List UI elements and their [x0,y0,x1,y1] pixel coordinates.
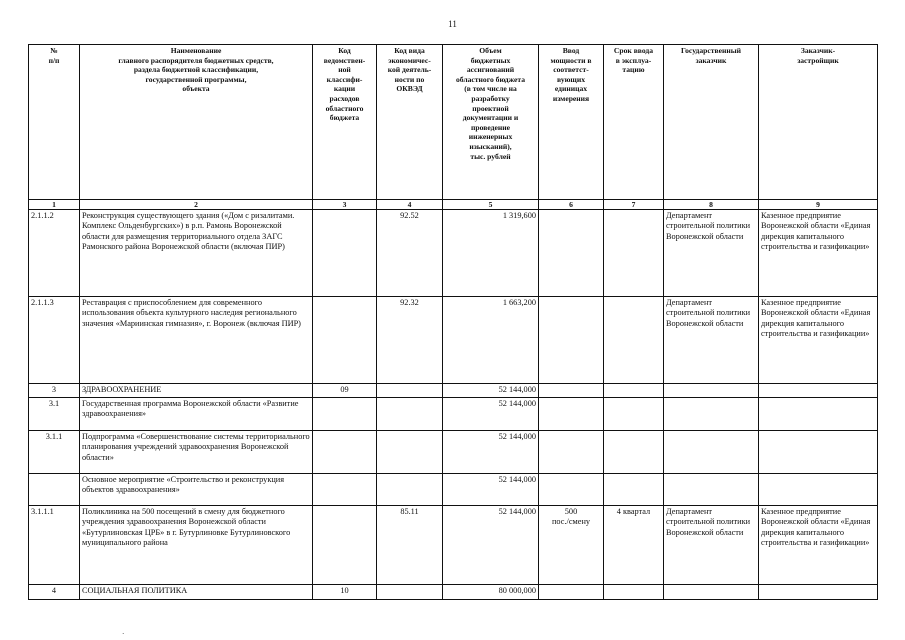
developer: Казенное предприятие Воронежской области «Единая дирекция капитального строительства и газификации» [759,506,878,585]
amount: 52 144,000 [443,431,539,474]
state-customer [664,474,759,506]
okved-code [377,474,443,506]
subprogram-name: Подпрограмма «Совершенствование системы территориального планирования учреждений здравоохранения Воронежской области» [80,431,313,474]
table-row [29,506,878,585]
object-name: Реконструкция существующего здания («Дом с ризалитами. Комплекс Ольденбургских») в р.п. Рамонь Воронежской области для размещения территориального отдела ЗАГС Рамонского района Воронежской области (включая ПИР) [80,210,313,297]
dept-code [313,398,377,431]
developer [759,431,878,474]
state-customer [664,585,759,600]
state-customer: Департамент строительной политики Воронежской области [664,210,759,297]
dept-code [313,297,377,384]
column-number: 2 [80,200,313,210]
capacity [539,431,604,474]
row-number: 3 [29,384,80,398]
row-number: 4 [29,585,80,600]
dept-code: 09 [313,384,377,398]
deadline [604,585,664,600]
header-dept-code: Код ведомствен- ной классифи- кации расходов областного бюджета [313,45,377,200]
state-customer: Департамент строительной политики Воронежской области [664,297,759,384]
deadline [604,398,664,431]
okved-code [377,585,443,600]
dept-code [313,210,377,297]
activity-name: Основное мероприятие «Строительство и реконструкция объектов здравоохранения» [80,474,313,506]
program-name: Государственная программа Воронежской области «Развитие здравоохранения» [80,398,313,431]
column-number: 9 [759,200,878,210]
capital-investment-table [28,44,878,600]
header-developer: Заказчик- застройщик [759,45,878,200]
capacity [539,297,604,384]
table-row [29,585,878,600]
capacity [539,384,604,398]
row-number [29,474,80,506]
section-name: ЗДРАВООХРАНЕНИЕ [80,384,313,398]
deadline [604,297,664,384]
amount: 52 144,000 [443,384,539,398]
dept-code [313,431,377,474]
okved-code [377,431,443,474]
okved-code [377,398,443,431]
table-row [29,431,878,474]
capacity [539,398,604,431]
dept-code: 10 [313,585,377,600]
header-okved: Код вида экономичес- кой деятель- ности по ОКВЭД [377,45,443,200]
column-number: 3 [313,200,377,210]
capacity [539,474,604,506]
capacity [539,585,604,600]
header-number: № п/п [29,45,80,200]
developer: Казенное предприятие Воронежской области «Единая дирекция капитального строительства и газификации» [759,297,878,384]
developer [759,384,878,398]
state-customer [664,384,759,398]
developer [759,474,878,506]
row-number: 2.1.1.2 [29,210,80,297]
table-row [29,210,878,297]
amount: 52 144,000 [443,474,539,506]
okved-code: 92.52 [377,210,443,297]
amount: 52 144,000 [443,506,539,585]
table-row [29,398,878,431]
developer [759,398,878,431]
state-customer: Департамент строительной политики Воронежской области [664,506,759,585]
amount: 1 663,200 [443,297,539,384]
developer [759,585,878,600]
okved-code [377,384,443,398]
column-number: 7 [604,200,664,210]
state-customer [664,398,759,431]
footer-mark: · [122,630,125,638]
header-amount: Объем бюджетных ассигнований областного бюджета (в том числе на разработку проектной документации и проведение инженерных изысканий), тыс. рублей [443,45,539,200]
column-number: 8 [664,200,759,210]
object-name: Поликлиника на 500 посещений в смену для бюджетного учреждения здравоохранения Воронежской области «Бутурлиновская ЦРБ» в г. Бутурлиновке Бутурлиновского муниципального района [80,506,313,585]
column-number: 6 [539,200,604,210]
deadline [604,474,664,506]
okved-code: 85.11 [377,506,443,585]
state-customer [664,431,759,474]
section-name: СОЦИАЛЬНАЯ ПОЛИТИКА [80,585,313,600]
table-row [29,384,878,398]
dept-code [313,506,377,585]
deadline: 4 квартал [604,506,664,585]
column-number: 4 [377,200,443,210]
okved-code: 92.32 [377,297,443,384]
header-name: Наименование главного распорядителя бюджетных средств, раздела бюджетной классификации, государственной программы, объекта [80,45,313,200]
row-number: 3.1 [29,398,80,431]
column-number: 1 [29,200,80,210]
row-number: 3.1.1 [29,431,80,474]
dept-code [313,474,377,506]
amount: 52 144,000 [443,398,539,431]
object-name: Реставрация с приспособлением для современного использования объекта культурного наследия регионального значения «Мариинская гимназия», г. Воронеж (включая ПИР) [80,297,313,384]
row-number: 2.1.1.3 [29,297,80,384]
header-state-customer: Государственный заказчик [664,45,759,200]
row-number: 3.1.1.1 [29,506,80,585]
deadline [604,431,664,474]
header-capacity: Ввод мощности в соответст- вующих единицах измерения [539,45,604,200]
page-number: 11 [448,19,457,29]
deadline [604,210,664,297]
amount: 80 000,000 [443,585,539,600]
deadline [604,384,664,398]
header-deadline: Срок ввода в эксплуа- тацию [604,45,664,200]
capacity: 500 пос./смену [539,506,604,585]
developer: Казенное предприятие Воронежской области «Единая дирекция капитального строительства и газификации» [759,210,878,297]
column-number: 5 [443,200,539,210]
table-row [29,474,878,506]
amount: 1 319,600 [443,210,539,297]
capacity [539,210,604,297]
table-row [29,297,878,384]
